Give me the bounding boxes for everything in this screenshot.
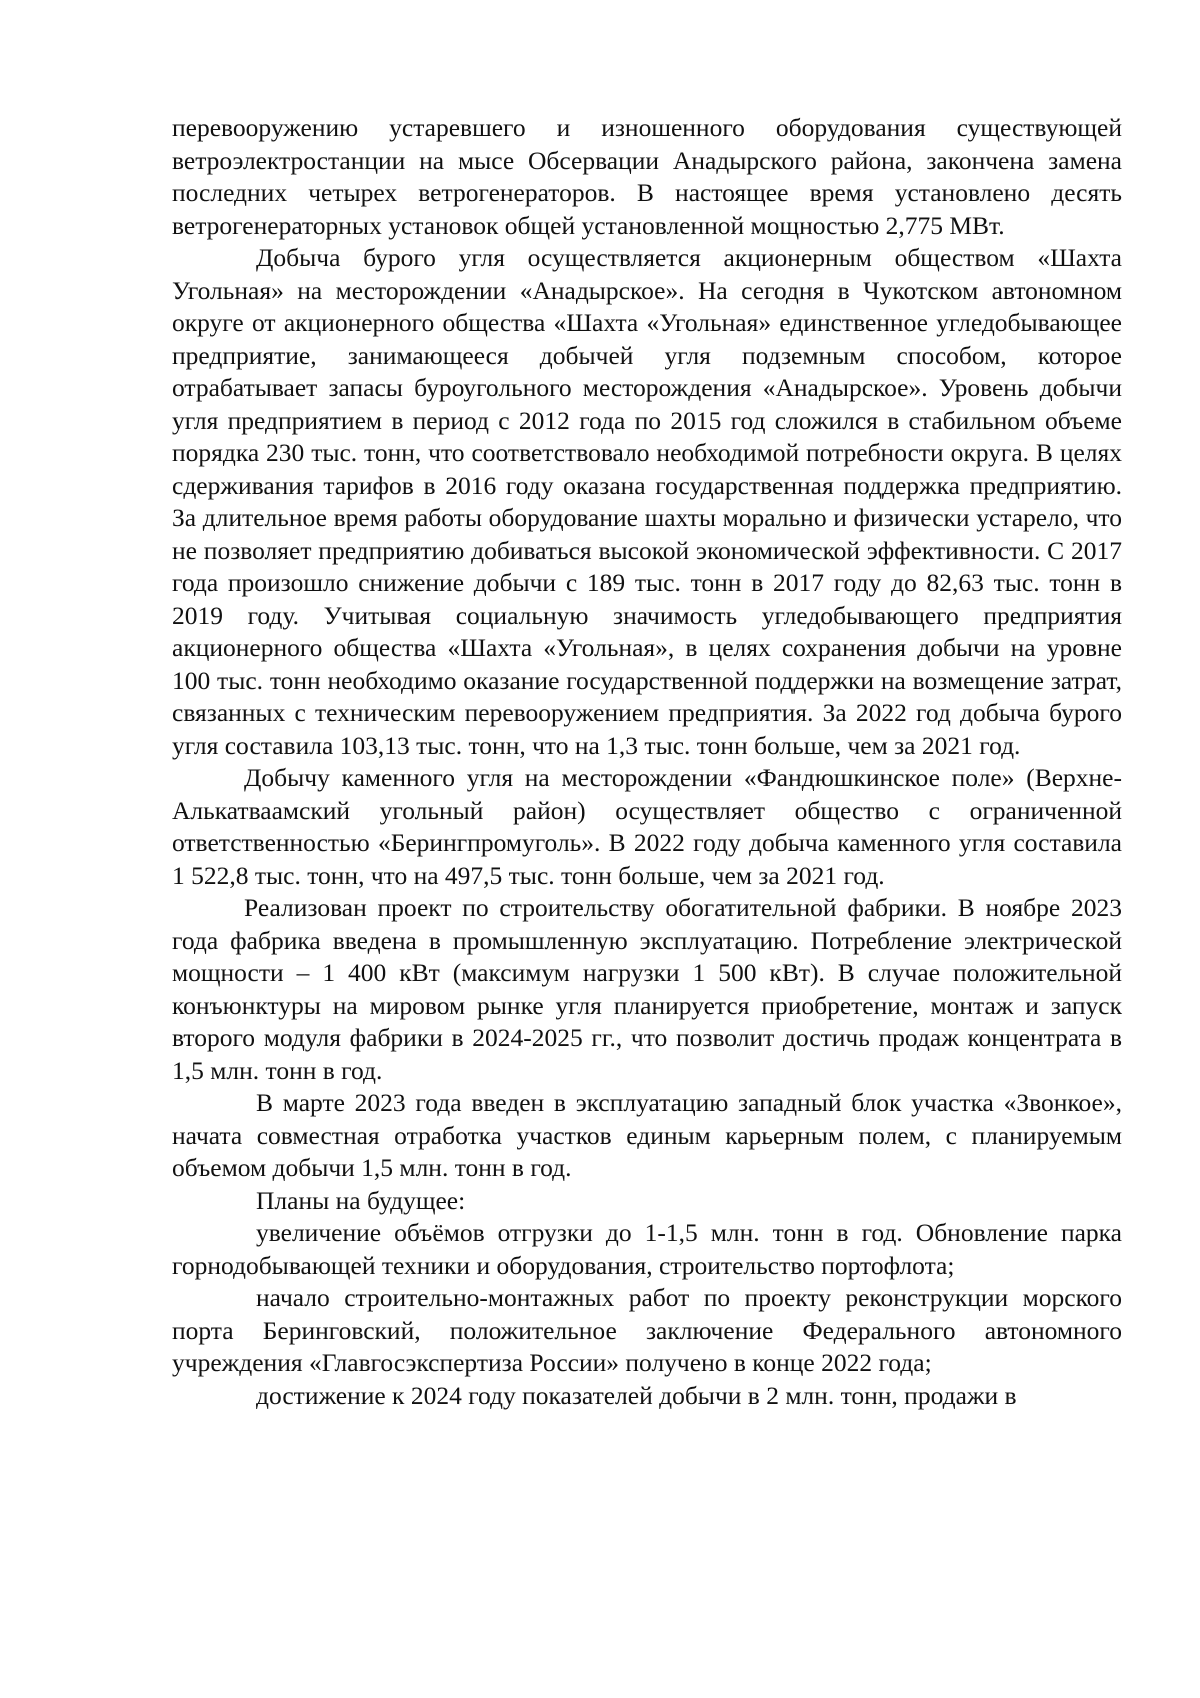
paragraph-plan-port: начало строительно-монтажных работ по проекту реконструкции морского порта Беринговский, положительное заключение Федерального автономного учреждения «Главгосэкспертиза России» получено в конце 2022 года;: [172, 1283, 1122, 1377]
paragraph-plan-production: достижение к 2024 году показателей добычи в 2 млн. тонн, продажи в: [256, 1380, 1017, 1410]
paragraph-processing-plant: Реализован проект по строительству обогатительной фабрики. В ноябре 2023 года фабрика введена в промышленную эксплуатацию. Потребление электрической мощности – 1 400 кВт (максимум нагрузки 1 500 кВт). В случае положительной конъюнктуры на мировом рынке угля планируется приобретение, монтаж и запуск второго модуля фабрики в 2024-2025 гг., что позволит достичь продаж концентрата в 1,5 млн. тонн в год.: [172, 893, 1122, 1085]
paragraph-plan-shipment: увеличение объёмов отгрузки до 1-1,5 млн. тонн в год. Обновление парка горнодобывающей техники и оборудования, строительство портофлота;: [172, 1218, 1122, 1280]
paragraph-future-plans-heading: Планы на будущее:: [256, 1185, 466, 1215]
paragraph-brown-coal-mining: Добыча бурого угля осуществляется акционерным обществом «Шахта Угольная» на месторождении «Анадырское». На сегодня в Чукотском автономном округе от акционерного общества «Шахта «Угольная» единственное угледобывающее предприятие, занимающееся добычей угля подземным способом, которое отрабатывает запасы буроугольного месторождения «Анадырское». Уровень добычи угля предприятием в период с 2012 года по 2015 год сложился в стабильном объеме порядка 230 тыс. тонн, что соответствовало необходимой потребности округа. В целях сдерживания тарифов в 2016 году оказана государственная поддержка предприятию. За длительное время работы оборудование шахты морально и физически устарело, что не позволяет предприятию добиваться высокой экономической эффективности. С 2017 года произошло снижение добычи с 189 тыс. тонн в 2017 году до 82,63 тыс. тонн в 2019 году. Учитывая социальную значимость угледобывающего предприятия акционерного общества «Шахта «Угольная», в целях сохранения добычи на уровне 100 тыс. тонн необходимо оказание государственной поддержки на возмещение затрат, связанных с техническим перевооружением предприятия. За 2022 год добыча бурого угля составила 103,13 тыс. тонн, что на 1,3 тыс. тонн больше, чем за 2021 год.: [172, 243, 1122, 760]
paragraph-hard-coal-mining: Добычу каменного угля на месторождении «Фандюшкинское поле» (Верхне-Алькатваамский угольный район) осуществляет общество с ограниченной ответственностью «Берингпромуголь». В 2022 году добыча каменного угля составила 1 522,8 тыс. тонн, что на 497,5 тыс. тонн больше, чем за 2021 год.: [172, 763, 1122, 890]
paragraph-wind-power-station: перевооружению устаревшего и изношенного оборудования существующей ветроэлектростанции на мысе Обсервации Анадырского района, закончена замена последних четырех ветрогенераторов. В настоящее время установлено десять ветрогенераторных установок общей установленной мощностью 2,775 МВт.: [172, 113, 1122, 240]
document-page: [172, 112, 1122, 1412]
paragraph-zvonkoe-block: В марте 2023 года введен в эксплуатацию западный блок участка «Звонкое», начата совместная отработка участков единым карьерным полем, с планируемым объемом добычи 1,5 млн. тонн в год.: [172, 1088, 1122, 1182]
